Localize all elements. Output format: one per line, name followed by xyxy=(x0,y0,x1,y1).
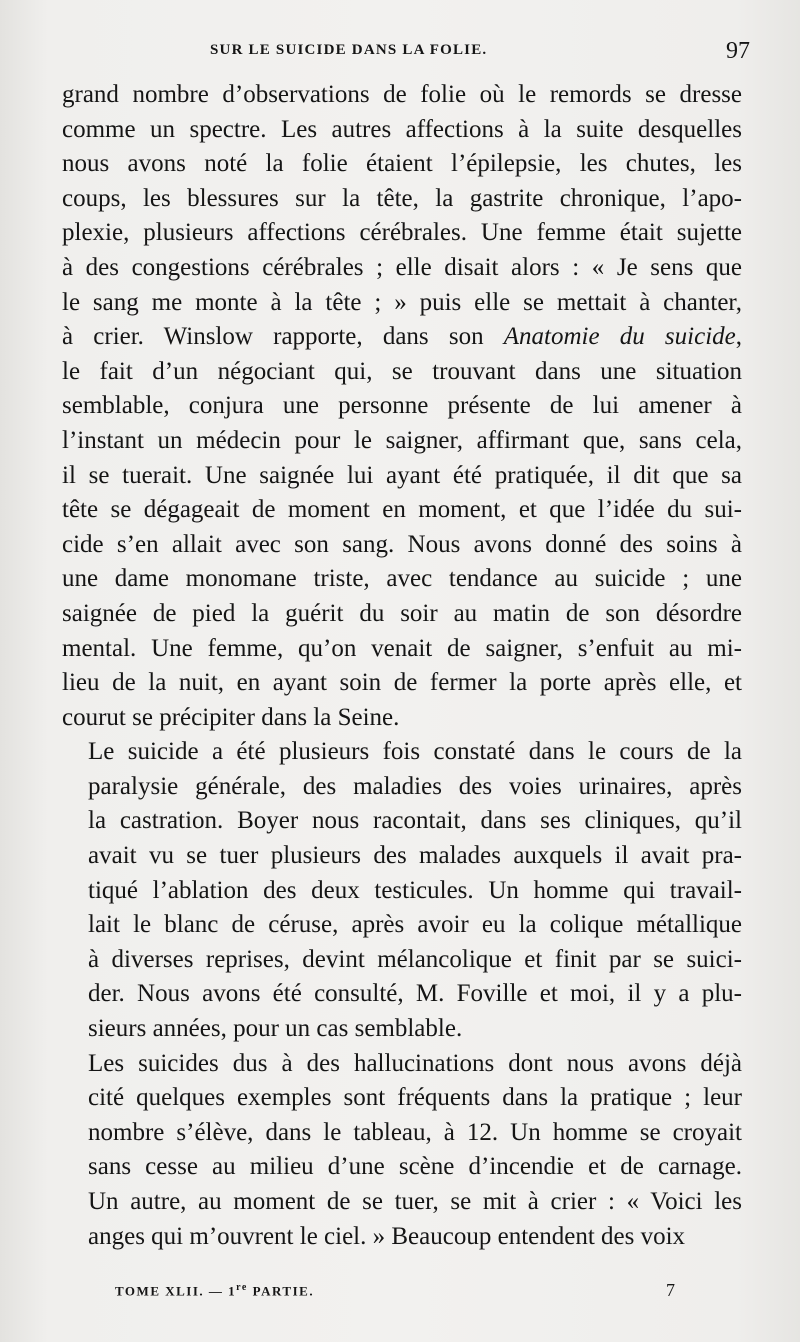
text-line: avait vu se tuer plusieurs des malades auxquels il avait pra- xyxy=(88,842,742,870)
italic-title: Anatomie du suicide xyxy=(503,323,736,351)
text-line: le sang me monte à la tête ; » puis elle se mettait à chanter, xyxy=(62,288,742,316)
text-line: mental. Une femme, qu’on venait de saigner, s’enfuit au mi- xyxy=(62,634,742,662)
text-line: semblable, conjura une personne présente de lui amener à xyxy=(62,392,742,420)
text-line: lait le blanc de céruse, après avoir eu la colique métallique xyxy=(88,911,742,939)
text-line: la castration. Boyer nous racontait, dans ses cliniques, qu’il xyxy=(88,807,742,835)
text-line: tête se dégageait de moment en moment, et que l’idée du sui- xyxy=(62,496,742,524)
text-line: plexie, plusieurs affections cérébrales. Une femme était sujette xyxy=(62,219,742,247)
paragraph xyxy=(62,1047,742,1255)
text-line: Les suicides dus à des hallucinations dont nous avons déjà xyxy=(88,1049,742,1077)
page-header xyxy=(60,34,750,74)
text-line: coups, les blessures sur la tête, la gastrite chronique, l’apo- xyxy=(62,184,742,212)
text-line: comme un spectre. Les autres affections à la suite desquelles xyxy=(62,115,742,143)
sheet-number: 7 xyxy=(666,1280,675,1300)
text-line: lieu de la nuit, en ayant soin de fermer la porte après elle, et xyxy=(62,669,742,697)
text-line: sieurs années, pour un cas semblable. xyxy=(88,1015,463,1043)
text-line: der. Nous avons été consulté, M. Foville et moi, il y a plu- xyxy=(88,980,742,1008)
text-line: nombre s’élève, dans le tableau, à 12. Un homme se croyait xyxy=(88,1118,742,1146)
text-line: à des congestions cérébrales ; elle disait alors : « Je sens que xyxy=(62,253,742,281)
page-number: 97 xyxy=(726,38,750,64)
text-line: le fait d’un négociant qui, se trouvant dans une situation xyxy=(62,357,742,385)
paragraph xyxy=(62,78,742,735)
text-line: sans cesse au milieu d’une scène d’incendie et de carnage. xyxy=(88,1153,742,1181)
text-line: courut se précipiter dans la Seine. xyxy=(62,703,400,731)
text-line: Le suicide a été plusieurs fois constaté dans le cours de la xyxy=(88,738,742,766)
text-line: cide s’en allait avec son sang. Nous avons donné des soins à xyxy=(62,530,742,558)
text-line: anges qui m’ouvrent le ciel. » Beaucoup entendent des voix xyxy=(88,1222,686,1250)
text-line: l’instant un médecin pour le saigner, affirmant que, sans cela, xyxy=(62,426,742,454)
text-line: à diverses reprises, devint mélancolique et finit par se suici- xyxy=(88,945,742,973)
text-line: il se tuerait. Une saignée lui ayant été pratiquée, il dit que sa xyxy=(62,461,742,489)
text-line: paralysie générale, des maladies des voies urinaires, après xyxy=(88,772,742,800)
page-footer xyxy=(115,1280,675,1306)
text-line: Un autre, au moment de se tuer, se mit à crier : « Voici les xyxy=(88,1188,742,1215)
signature-mark: TOME XLII. — 1re PARTIE. xyxy=(115,1282,315,1299)
body-text xyxy=(62,78,742,1254)
running-head: SUR LE SUICIDE DANS LA FOLIE. xyxy=(210,42,488,58)
text-line: tiqué l’ablation des deux testicules. Un homme qui travail- xyxy=(88,876,742,904)
text-line: saignée de pied la guérit du soir au matin de son désordre xyxy=(62,599,742,627)
text-line: cité quelques exemples sont fréquents dans la pratique ; leur xyxy=(88,1084,742,1112)
paragraph xyxy=(62,735,742,1046)
text-line: nous avons noté la folie étaient l’épilepsie, les chutes, les xyxy=(62,150,742,178)
text-line: à crier. Winslow rapporte, dans son Anatomie du suicide, xyxy=(62,323,742,351)
text-line: une dame monomane triste, avec tendance au suicide ; une xyxy=(62,565,742,593)
text-line: grand nombre d’observations de folie où le remords se dresse xyxy=(62,81,742,108)
